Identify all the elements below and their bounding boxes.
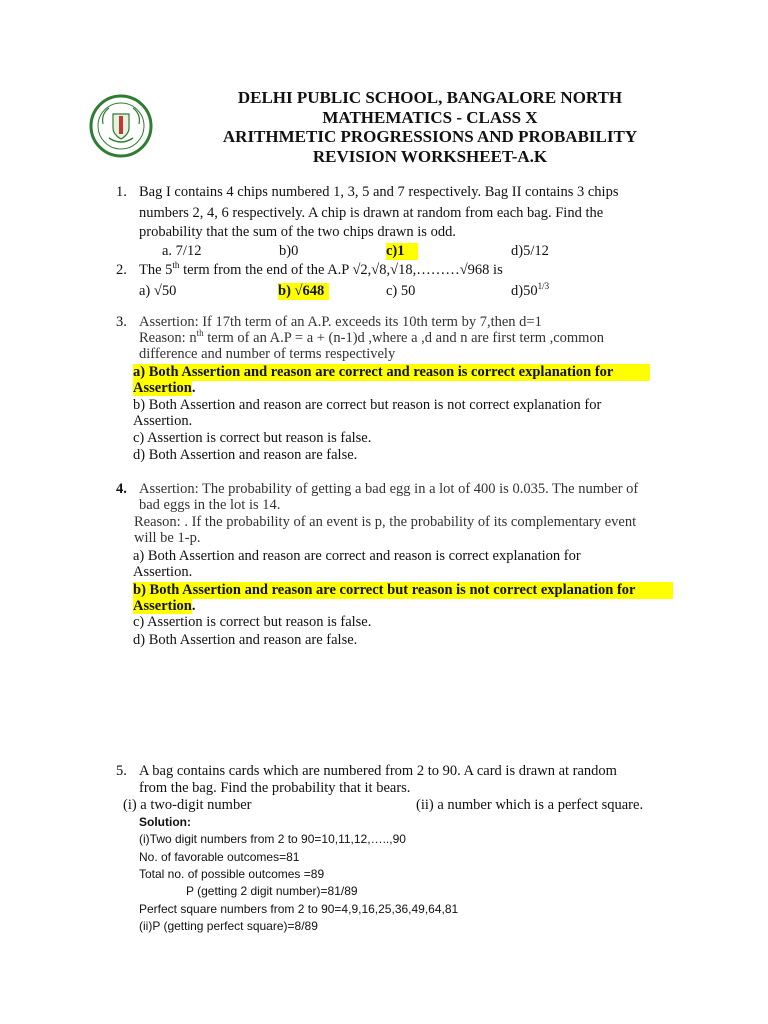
q2-number: 2.: [116, 262, 127, 278]
q3-option-d: d) Both Assertion and reason are false.: [133, 447, 358, 463]
q4-reason-line1: Reason: . If the probability of an event is p, the probability of its complementary event: [134, 514, 637, 530]
solution-line1: (i)Two digit numbers from 2 to 90=10,11,12,…..,90: [139, 832, 406, 846]
q4-assertion-line2: bad eggs in the lot is 14.: [139, 497, 281, 513]
q4-option-a-line2: Assertion.: [133, 564, 193, 580]
subject-class: MATHEMATICS - CLASS X: [322, 107, 538, 127]
q2-text-pre: The 5: [139, 262, 173, 278]
q3-option-a-answer-line2: Assertion.: [133, 380, 196, 396]
school-logo: [89, 94, 153, 158]
q5-part-i: (i) a two-digit number: [123, 797, 252, 813]
q2-text-sup: th: [172, 260, 180, 271]
q3-option-a-answer-line1: a) Both Assertion and reason are correct and reason is correct explanation for: [133, 364, 650, 381]
q3-option-c: c) Assertion is correct but reason is false.: [133, 430, 372, 446]
q3-number: 3.: [116, 314, 127, 330]
q1-option-c-answer: c)1: [386, 243, 418, 260]
q1-option-a: a. 7/12: [162, 243, 202, 259]
q1-line2: numbers 2, 4, 6 respectively. A chip is drawn at random from each bag. Find the: [139, 205, 604, 221]
q2-option-b-answer: b) √648: [278, 283, 329, 300]
q1-option-d: d)5/12: [511, 243, 549, 259]
q3-reason-line2: difference and number of terms respectively: [139, 346, 396, 362]
q3-option-b-line2: Assertion.: [133, 413, 193, 429]
q1-line1: Bag I contains 4 chips numbered 1, 3, 5 and 7 respectively. Bag II contains 3 chips: [139, 184, 619, 200]
q5-part-ii: (ii) a number which is a perfect square.: [416, 797, 644, 813]
q2-text-post: term from the end of the A.P √2,√8,√18,………√968 is: [179, 262, 503, 278]
q2-option-a: a) √50: [139, 283, 177, 299]
q5-number: 5.: [116, 763, 127, 779]
q4-option-b-answer-line1: b) Both Assertion and reason are correct but reason is not correct explanation for: [133, 582, 673, 599]
solution-title: Solution:: [139, 815, 191, 829]
school-name: DELHI PUBLIC SCHOOL, BANGALORE NORTH: [237, 88, 623, 107]
q4-assertion-line1: Assertion: The probability of getting a bad egg in a lot of 400 is 0.035. The number of: [139, 481, 639, 497]
q2-option-d-base: d)50: [511, 283, 538, 299]
q1-number: 1.: [116, 184, 127, 200]
solution-line5: Perfect square numbers from 2 to 90=4,9,16,25,36,49,64,81: [139, 902, 459, 916]
q2-option-d-sup: 1/3: [537, 281, 550, 292]
q4-option-c: c) Assertion is correct but reason is false.: [133, 614, 372, 630]
q2-option-d: [511, 283, 549, 300]
q4-number: 4.: [116, 481, 127, 497]
q4-option-d: d) Both Assertion and reason are false.: [133, 632, 358, 648]
worksheet-header: [150, 88, 710, 166]
q1-line3: probability that the sum of the two chips drawn is odd.: [139, 224, 456, 240]
q3-option-b-line1: b) Both Assertion and reason are correct but reason is not correct explanation for: [133, 397, 602, 413]
solution-line6: (ii)P (getting perfect square)=8/89: [139, 919, 318, 933]
topic-title: ARITHMETIC PROGRESSIONS AND PROBABILITY: [222, 127, 638, 146]
q4-option-b-answer-line2-text: Assertion: [133, 598, 192, 614]
q2-option-c: c) 50: [386, 283, 416, 299]
solution-line2: No. of favorable outcomes=81: [139, 850, 300, 864]
q3-assertion: Assertion: If 17th term of an A.P. exceeds its 10th term by 7,then d=1: [139, 314, 542, 330]
q4-option-b-answer-line2: Assertion.: [133, 598, 196, 614]
q3-reason: [139, 330, 604, 347]
solution-line3: Total no. of possible outcomes =89: [139, 867, 325, 881]
q2-text: [139, 262, 503, 279]
q4-option-a-line1: a) Both Assertion and reason are correct and reason is correct explanation for: [133, 548, 581, 564]
q4-reason-line2: will be 1-p.: [134, 530, 201, 546]
q5-line2: from the bag. Find the probability that it bears.: [139, 780, 411, 796]
worksheet-title: REVISION WORKSHEET-A.K: [312, 146, 548, 166]
solution-line4: P (getting 2 digit number)=81/89: [186, 884, 358, 898]
q3-reason-post: term of an A.P = a + (n-1)d ,where a ,d and n are first term ,common: [203, 330, 604, 346]
q3-option-a-answer-line2-text: Assertion: [133, 380, 192, 396]
q5-line1: A bag contains cards which are numbered from 2 to 90. A card is drawn at random: [139, 763, 617, 779]
q1-option-b: b)0: [279, 243, 299, 259]
q3-reason-sup: th: [196, 328, 204, 339]
q3-reason-pre: Reason: n: [139, 330, 197, 346]
